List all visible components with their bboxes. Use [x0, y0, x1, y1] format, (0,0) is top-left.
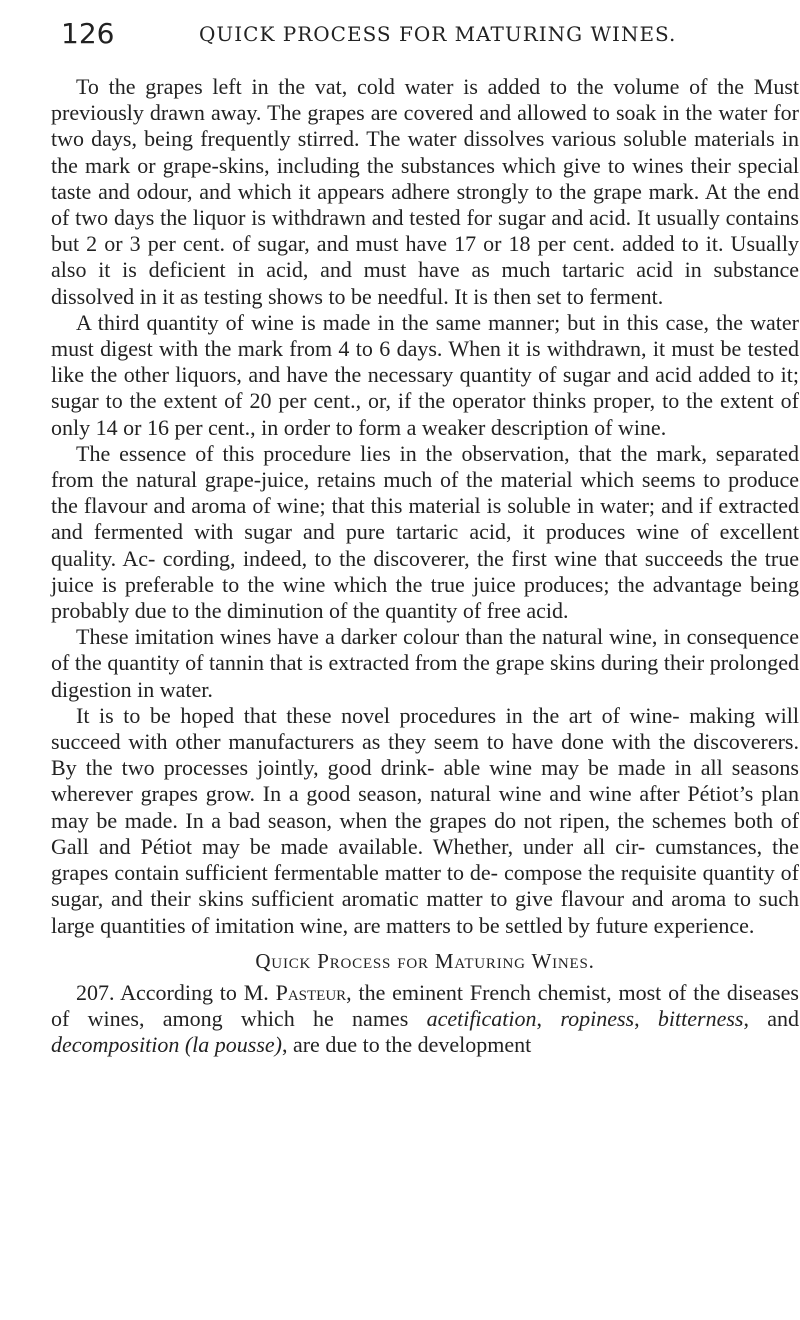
- paragraph-1: To the grapes left in the vat, cold water is added to the volume of the Must previously drawn away. The grapes are covered and allowed to soak in the water for two days, being frequently stirred. The water dissolves various soluble materials in the mark or grape-skins, including the substances which give to wines their special taste and odour, and which it appears adhere strongly to the grape mark. At the end of two days the liquor is withdrawn and tested for sugar and acid. It usually contains but 2 or 3 per cent. of sugar, and must have 17 or 18 per cent. added to it. Usually also it is deficient in acid, and must have as much tartaric acid in substance dissolved in it as testing shows to be needful. It is then set to ferment.: [51, 74, 799, 309]
- paragraph-4: These imitation wines have a darker colour than the natural wine, in consequence of the quantity of tannin that is extracted from the grape skins during their prolonged digestion in water.: [51, 624, 799, 702]
- page-number: 126: [61, 17, 115, 50]
- section-heading: Quick Process for Maturing Wines.: [255, 948, 595, 973]
- section-text-start: According to: [120, 979, 244, 1005]
- paragraph-2: A third quantity of wine is made in the same manner; but in this case, the water must digest with the mark from 4 to 6 days. When it is withdrawn, it must be tested like the other liquors, and have the necessary quantity of sugar and acid added to it; sugar to the extent of 20 per cent., or, if the operator thinks proper, to the extent of only 14 or 16 per cent., in order to form a weaker description of wine.: [51, 309, 799, 440]
- running-head: [51, 0, 799, 62]
- term-acetification: acetification: [426, 1006, 537, 1032]
- separator-2: ,: [634, 1006, 658, 1032]
- pasteur-name: M. Pasteur: [243, 979, 347, 1005]
- paragraph-5: It is to be hoped that these novel procedures in the art of wine- making will succeed with other manufacturers as they seem to have done with the discoverers. By the two processes jointly, good drink- able wine may be made in all seasons wherever grapes grow. In a good season, natural wine and wine after Pétiot’s plan may be made. In a bad season, when the grapes do not ripen, the schemes both of Gall and Pétiot may be made available. Whether, under all cir- cumstances, the grapes contain sufficient fermentable matter to de- compose the requisite quantity of sugar, and their skins sufficient aromatic matter to give flavour and aroma to such large quantities of imitation wine, are matters to be settled by future experience.: [51, 702, 799, 938]
- term-decomposition: decomposition (la pousse): [51, 1032, 282, 1058]
- separator-1: ,: [536, 1006, 561, 1032]
- paragraph-number: 207.: [76, 979, 115, 1005]
- section-text-middle: , the eminent French chemist, most of the diseases of wines, among which he names: [51, 979, 799, 1032]
- section-paragraph: [51, 980, 799, 1059]
- term-ropiness: ropiness: [560, 1006, 635, 1032]
- term-bitterness: bitterness: [657, 1006, 744, 1032]
- section-text-end: , are due to the development: [281, 1032, 532, 1058]
- running-title: QUICK PROCESS FOR MATURING WINES.: [199, 22, 677, 46]
- separator-3: , and: [743, 1006, 800, 1032]
- book-page: [51, 0, 799, 1059]
- paragraph-3: The essence of this procedure lies in the observation, that the mark, separated from the natural grape-juice, retains much of the material which seems to produce the flavour and aroma of wine; that this material is soluble in water; and if extracted and fermented with sugar and pure tartaric acid, it produces wine of excellent quality. Ac- cording, indeed, to the discoverer, the first wine that succeeds the true juice is preferable to the wine which the true juice produces; the advantage being probably due to the diminution of the quantity of free acid.: [51, 440, 799, 624]
- body-text: [51, 74, 799, 1059]
